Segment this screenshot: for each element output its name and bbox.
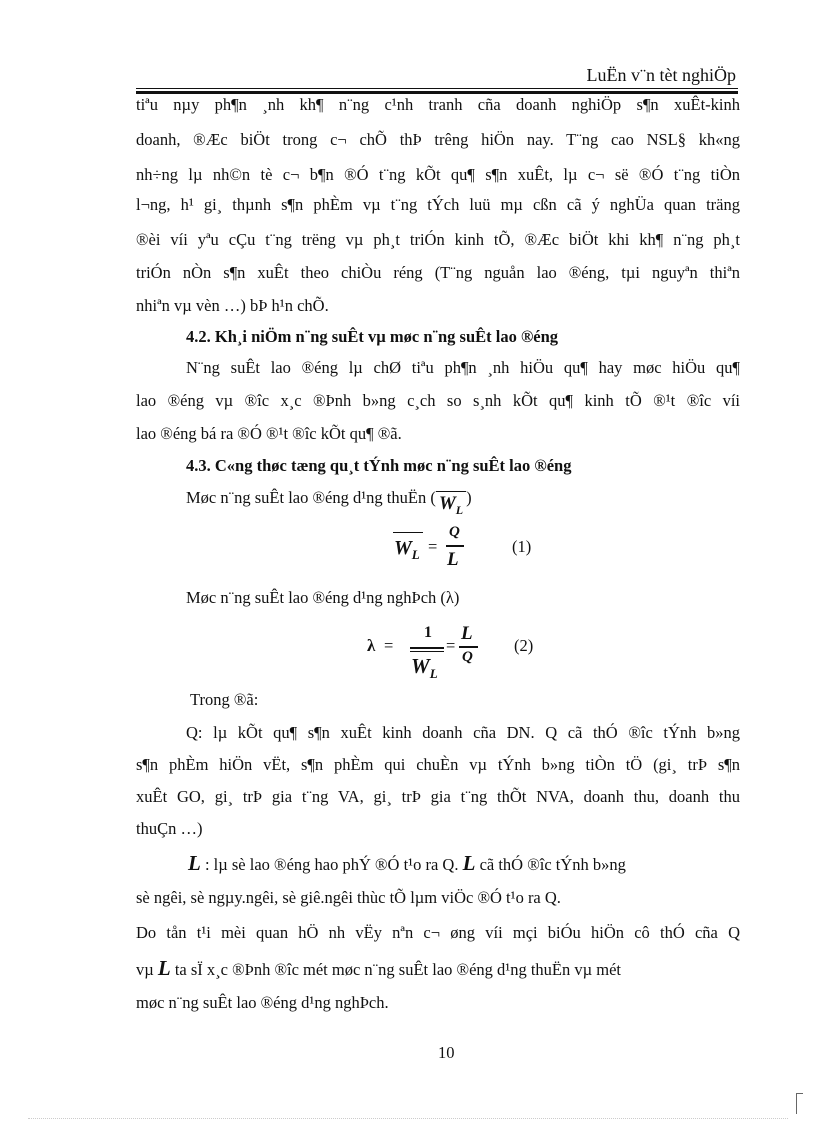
body-line: sè ngêi, sè ngµy.ngêi, sè giê.ngêi thùc tÕ lµm viÖc ®Ó t¹o ra Q. [136,888,561,907]
crop-mark [796,1093,803,1114]
header-rule-thick [136,91,738,94]
section-heading-4-2: 4.2. Kh¸i niÖm n¨ng suÊt vµ møc n¨ng suÊt lao ®éng [186,327,559,346]
l-symbol: L [157,956,171,980]
l-symbol: L [462,851,476,875]
body-line: tiªu nµy ph¶n ¸nh kh¶ n¨ng c¹nh tranh cña doanh nghiÖp s¶n xuÊt-kinh [136,95,740,114]
eq2-denominator-2: Q [462,649,473,665]
eq2-numerator-1: 1 [424,624,432,641]
inverse-form-label: Møc n¨ng suÊt lao ®éng d¹ng nghÞch (λ) [186,588,460,607]
eq2-equals-1: = [384,636,394,655]
body-line: s¶n phÈm hiÖn vËt, s¶n phÈm qui chuÈn vµ tÝnh b»ng tiÒn tÖ (gi¸ trÞ s¶n [136,755,740,774]
eq2-numerator-2: L [461,623,473,644]
trong-do-label: Trong ®ã: [190,690,259,709]
l-symbol: L [188,851,201,875]
eq1-lhs: $W_L$ [394,537,420,562]
eq2-denominator-1: $W_L$ [411,654,438,682]
eq1-numerator: Q [449,524,460,540]
body-line: ®èi víi yªu cÇu t¨ng trëng vµ ph¸t triÓn kinh tÕ, ®Æc biÖt khi kh¶ n¨ng ph¸t [136,230,740,249]
body-line: triÓn nÒn s¶n xuÊt theo chiÒu réng (T¨ng nguån lao ®éng, tµi nguyªn thiªn [136,263,740,282]
page-number: 10 [438,1043,455,1062]
final-line-2: vµ L ta sÏ x¸c ®Þnh ®îc mét møc n¨ng suÊt lao ®éng d¹ng thuËn vµ mét [136,956,621,980]
body-line: Q: lµ kÕt qu¶ s¶n xuÊt kinh doanh cña DN. Q cã thÓ ®îc tÝnh b»ng [186,723,740,742]
page-header [136,64,738,94]
l-definition-line: L : lµ sè lao ®éng hao phÝ ®Ó t¹o ra Q. L cã thÓ ®îc tÝnh b»ng [188,851,626,875]
body-line: møc n¨ng suÊt lao ®éng d¹ng nghÞch. [136,993,389,1012]
wl-inline-symbol: $W_L$ [436,491,466,520]
body-line: nh÷ng lµ nh©n tè c¬ b¶n ®Ó t¨ng kÕt qu¶ s¶n xuÊt, lµ c¬ së ®Ó t¨ng tiÒn [136,165,740,184]
bottom-dotted-rule [28,1118,788,1119]
body-line: lao ®éng bá ra ®Ó ®¹t ®îc kÕt qu¶ ®ã. [136,424,402,443]
eq1-denominator: L [447,549,459,570]
eq1-number: (1) [512,537,532,556]
body-line: Do tån t¹i mèi quan hÖ nh vËy nªn c¬ øng víi mçi biÓu hiÖn cô thÓ cña Q [136,923,740,942]
body-line: nhiªn vµ vèn …) bÞ h¹n chÕ. [136,296,329,315]
body-line: doanh, ®Æc biÖt trong c¬ chÕ thÞ trêng hiÖn nay. T¨ng cao NSL§ kh«ng [136,130,740,149]
body-line: N¨ng suÊt lao ®éng lµ chØ tiªu ph¶n ¸nh hiÖu qu¶ hay møc hiÖu qu¶ [186,358,740,377]
direct-form-line: Møc n¨ng suÊt lao ®éng d¹ng thuËn ( $W_L$) [186,488,740,520]
eq2-fraction-bar-1 [410,647,444,649]
eq2-equals-2: = [446,636,456,655]
body-line: xuÊt GO, gi¸ trÞ gia t¨ng VA, gi¸ trÞ gia t¨ng thÕt NVA, doanh thu, doanh thu [136,787,740,806]
eq1-equals: = [428,537,438,556]
direct-form-label: Møc n¨ng suÊt lao ®éng d¹ng thuËn ( [186,488,436,507]
eq1-fraction-bar [446,545,464,547]
eq2-lambda: λ [367,636,376,655]
document-title: LuËn v¨n tèt nghiÖp [586,65,736,85]
eq2-number: (2) [514,636,534,655]
section-heading-4-3: 4.3. C«ng thøc tæng qu¸t tÝnh møc n¨ng suÊt lao ®éng [186,456,572,475]
eq2-fraction-bar-2 [459,646,478,648]
header-rule-thin [136,88,738,89]
body-line: l¬ng, h¹ gi¸ thµnh s¶n phÈm vµ t¨ng tÝch luü mµ cßn cã ý nghÜa quan träng [136,195,740,214]
body-line: thuÇn …) [136,819,203,838]
body-line: lao ®éng vµ ®îc x¸c ®Þnh b»ng c¸ch so s¸nh kÕt qu¶ kinh tÕ ®¹t ®îc víi [136,391,740,410]
